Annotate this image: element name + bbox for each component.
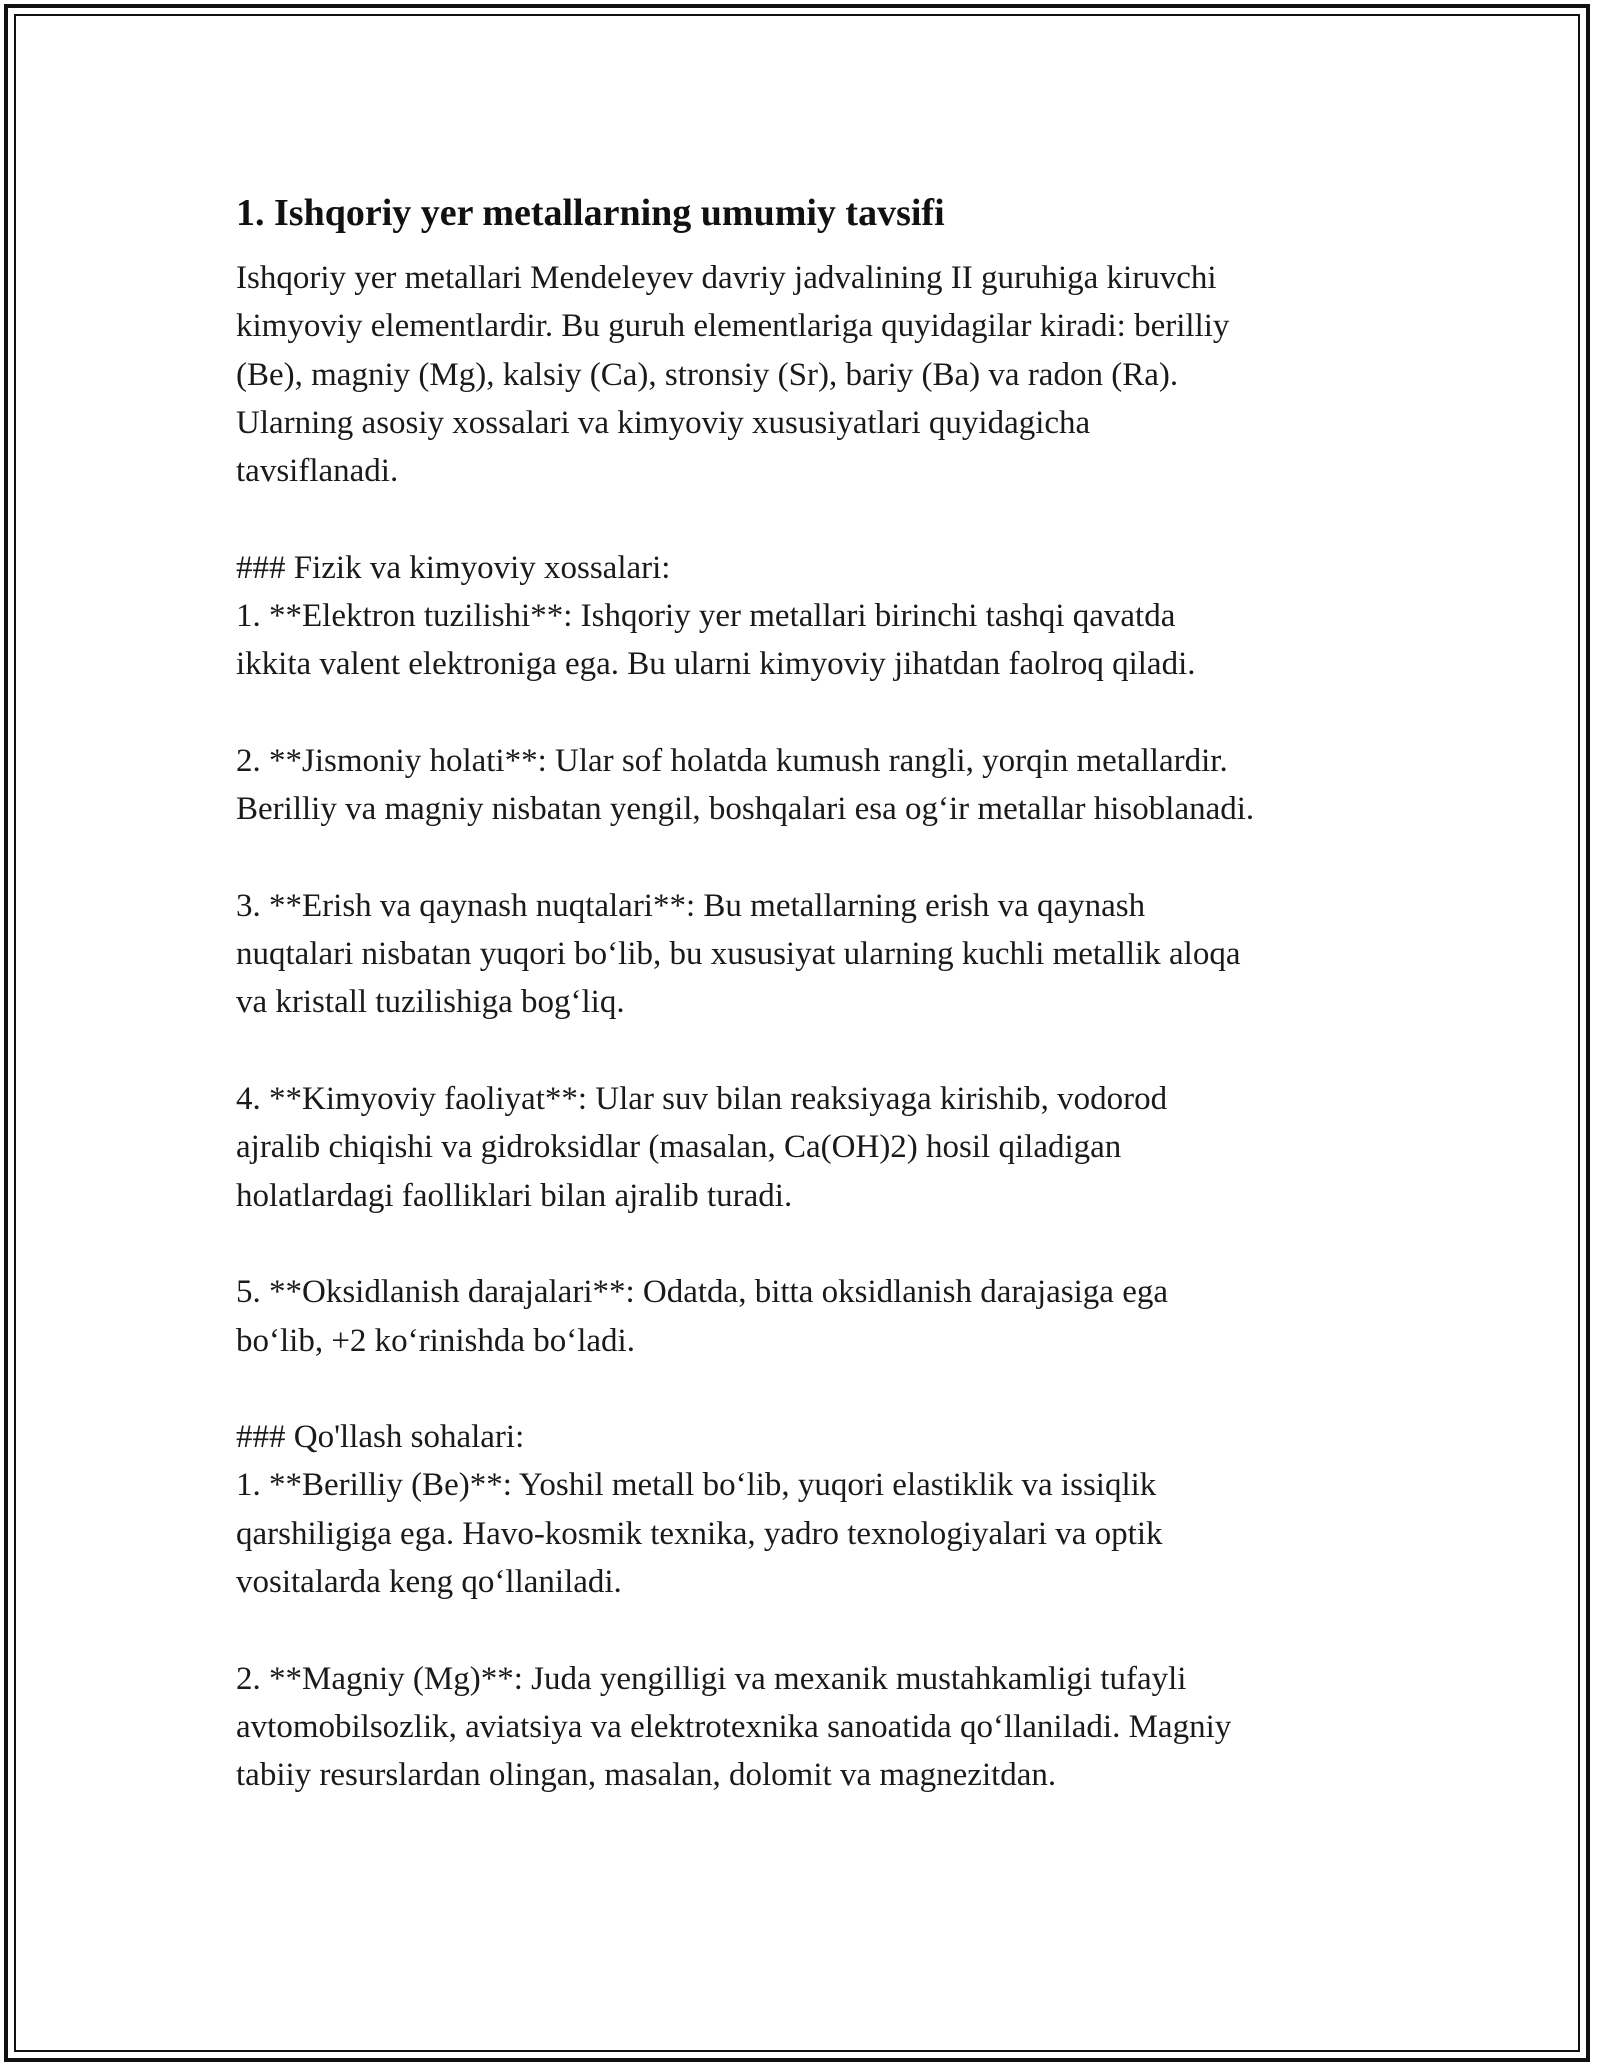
blank-line: [236, 495, 1386, 543]
intro-line: tavsiflanadi.: [236, 453, 399, 490]
application-magnesium-line: tabiiy resurslardan olingan, masalan, dolomit va magnezitdan.: [236, 1757, 1057, 1794]
property-electron-line: ikkita valent elektroniga ega. Bu ularni kimyoviy jihatdan faolroq qiladi.: [236, 646, 1196, 683]
intro-line: (Be), magniy (Mg), kalsiy (Ca), stronsiy (Sr), bariy (Ba) va radon (Ra).: [236, 356, 1179, 393]
section-heading-properties: ### Fizik va kimyoviy xossalari:: [236, 549, 671, 586]
blank-line: [236, 1220, 1386, 1268]
application-magnesium-line: 2. **Magniy (Mg)**: Juda yengilligi va mexanik mustahkamligi tufayli: [236, 1660, 1187, 1697]
property-melting-line: va kristall tuzilishiga bog‘liq.: [236, 984, 625, 1021]
property-activity-line: ajralib chiqishi va gidroksidlar (masalan, Ca(OH)2) hosil qiladigan: [236, 1129, 1122, 1166]
property-melting-line: 3. **Erish va qaynash nuqtalari**: Bu metallarning erish va qaynash: [236, 887, 1146, 924]
property-activity-line: holatlardagi faolliklari bilan ajralib turadi.: [236, 1177, 793, 1214]
property-oxidation-line: 5. **Oksidlanish darajalari**: Odatda, bitta oksidlanish darajasiga ega: [236, 1274, 1168, 1311]
property-physical-line: 2. **Jismoniy holati**: Ular sof holatda kumush rangli, yorqin metallardir.: [236, 742, 1228, 779]
property-melting-line: nuqtalari nisbatan yuqori bo‘lib, bu xususiyat ularning kuchli metallik aloqa: [236, 936, 1241, 973]
blank-line: [236, 1027, 1386, 1075]
property-physical-state: [236, 737, 1386, 834]
property-activity-line: 4. **Kimyoviy faoliyat**: Ular suv bilan reaksiyaga kirishib, vodorod: [236, 1081, 1168, 1118]
document-body: [236, 186, 1386, 1800]
intro-paragraph: [236, 254, 1386, 495]
application-beryllium-line: qarshiligiga ega. Havo-kosmik texnika, yadro texnologiyalari va optik: [236, 1515, 1163, 1552]
application-beryllium-line: vositalarda keng qo‘llaniladi.: [236, 1564, 622, 1601]
intro-line: kimyoviy elementlardir. Bu guruh elementlariga quyidagilar kiradi: berilliy: [236, 308, 1230, 345]
application-beryllium-line: 1. **Berilliy (Be)**: Yoshil metall bo‘lib, yuqori elastiklik va issiqlik: [236, 1467, 1157, 1504]
property-electron-line: 1. **Elektron tuzilishi**: Ishqoriy yer metallari birinchi tashqi qavatda: [236, 598, 1176, 635]
property-oxidation-line: bo‘lib, +2 ko‘rinishda bo‘ladi.: [236, 1322, 635, 1359]
blank-line: [236, 689, 1386, 737]
property-chemical-activity: [236, 1075, 1386, 1220]
section-properties: [236, 544, 1386, 689]
document-title: 1. Ishqoriy yer metallarning umumiy tavsifi: [236, 192, 945, 234]
section-heading-applications: ### Qo'llash sohalari:: [236, 1419, 525, 1456]
application-magnesium-line: avtomobilsozlik, aviatsiya va elektrotexnika sanoatida qo‘llaniladi. Magniy: [236, 1708, 1232, 1745]
blank-line: [236, 1365, 1386, 1413]
property-melting-boiling: [236, 882, 1386, 1027]
property-physical-line: Berilliy va magniy nisbatan yengil, boshqalari esa og‘ir metallar hisoblanadi.: [236, 791, 1255, 828]
intro-line: Ishqoriy yer metallari Mendeleyev davriy jadvalining II guruhiga kiruvchi: [236, 260, 1217, 296]
property-oxidation: [236, 1268, 1386, 1365]
blank-line: [236, 1606, 1386, 1654]
section-applications: [236, 1413, 1386, 1606]
intro-line: Ularning asosiy xossalari va kimyoviy xususiyatlari quyidagicha: [236, 404, 1091, 441]
application-magnesium: [236, 1655, 1386, 1800]
blank-line: [236, 834, 1386, 882]
